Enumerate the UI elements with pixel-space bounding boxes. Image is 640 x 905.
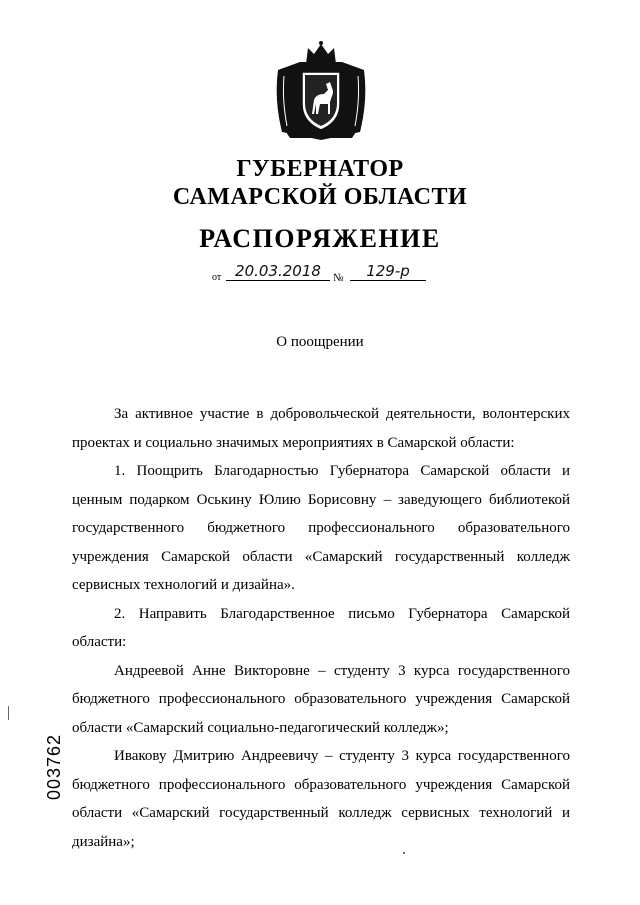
samara-coat-of-arms-icon <box>272 40 370 142</box>
number-prefix: № <box>333 272 344 284</box>
item-1-paragraph: 1. Поощрить Благодарностью Губернатора Самарской области и ценным подарком Оськину Юлию Борисовну – заведующего библиотекой государственного бюджетного профессионального образовательного учреждения Самарской области «Самарский государственный колледж сервисных технологий и дизайна». <box>72 463 570 593</box>
dateline <box>212 262 432 284</box>
scan-artifact-mark <box>8 706 9 720</box>
intro-paragraph: За активное участие в добровольческой деятельности, волонтерских проектах и социально значимых мероприятиях в Самарской области: <box>72 406 570 451</box>
document-number: 129-р <box>350 262 426 281</box>
recipient-1-paragraph: Андреевой Анне Викторовне – студенту 3 курса государственного бюджетного профессионального образовательного учреждения Самарской области «Самарский социально-педагогический колледж»; <box>72 662 570 736</box>
document-type: РАСПОРЯЖЕНИЕ <box>199 224 441 253</box>
item-2-paragraph: 2. Направить Благодарственное письмо Губернатора Самарской области: <box>72 605 570 650</box>
document-subject: О поощрении <box>276 334 364 350</box>
recipient-2-paragraph: Ивакову Дмитрию Андреевичу – студенту 3 курса государственного бюджетного профессионального образовательного учреждения Самарской области «Самарский государственный колледж сервисных технологий и дизайна»; <box>72 748 570 850</box>
issuer-title: ГУБЕРНАТОР <box>236 156 404 182</box>
document-date: 20.03.2018 <box>226 262 330 281</box>
scan-artifact-dot <box>403 852 405 854</box>
document-body <box>72 400 570 856</box>
issuer-region: САМАРСКОЙ ОБЛАСТИ <box>172 184 468 210</box>
registration-stamp: 003762 <box>44 733 64 800</box>
date-prefix: от <box>212 272 222 283</box>
